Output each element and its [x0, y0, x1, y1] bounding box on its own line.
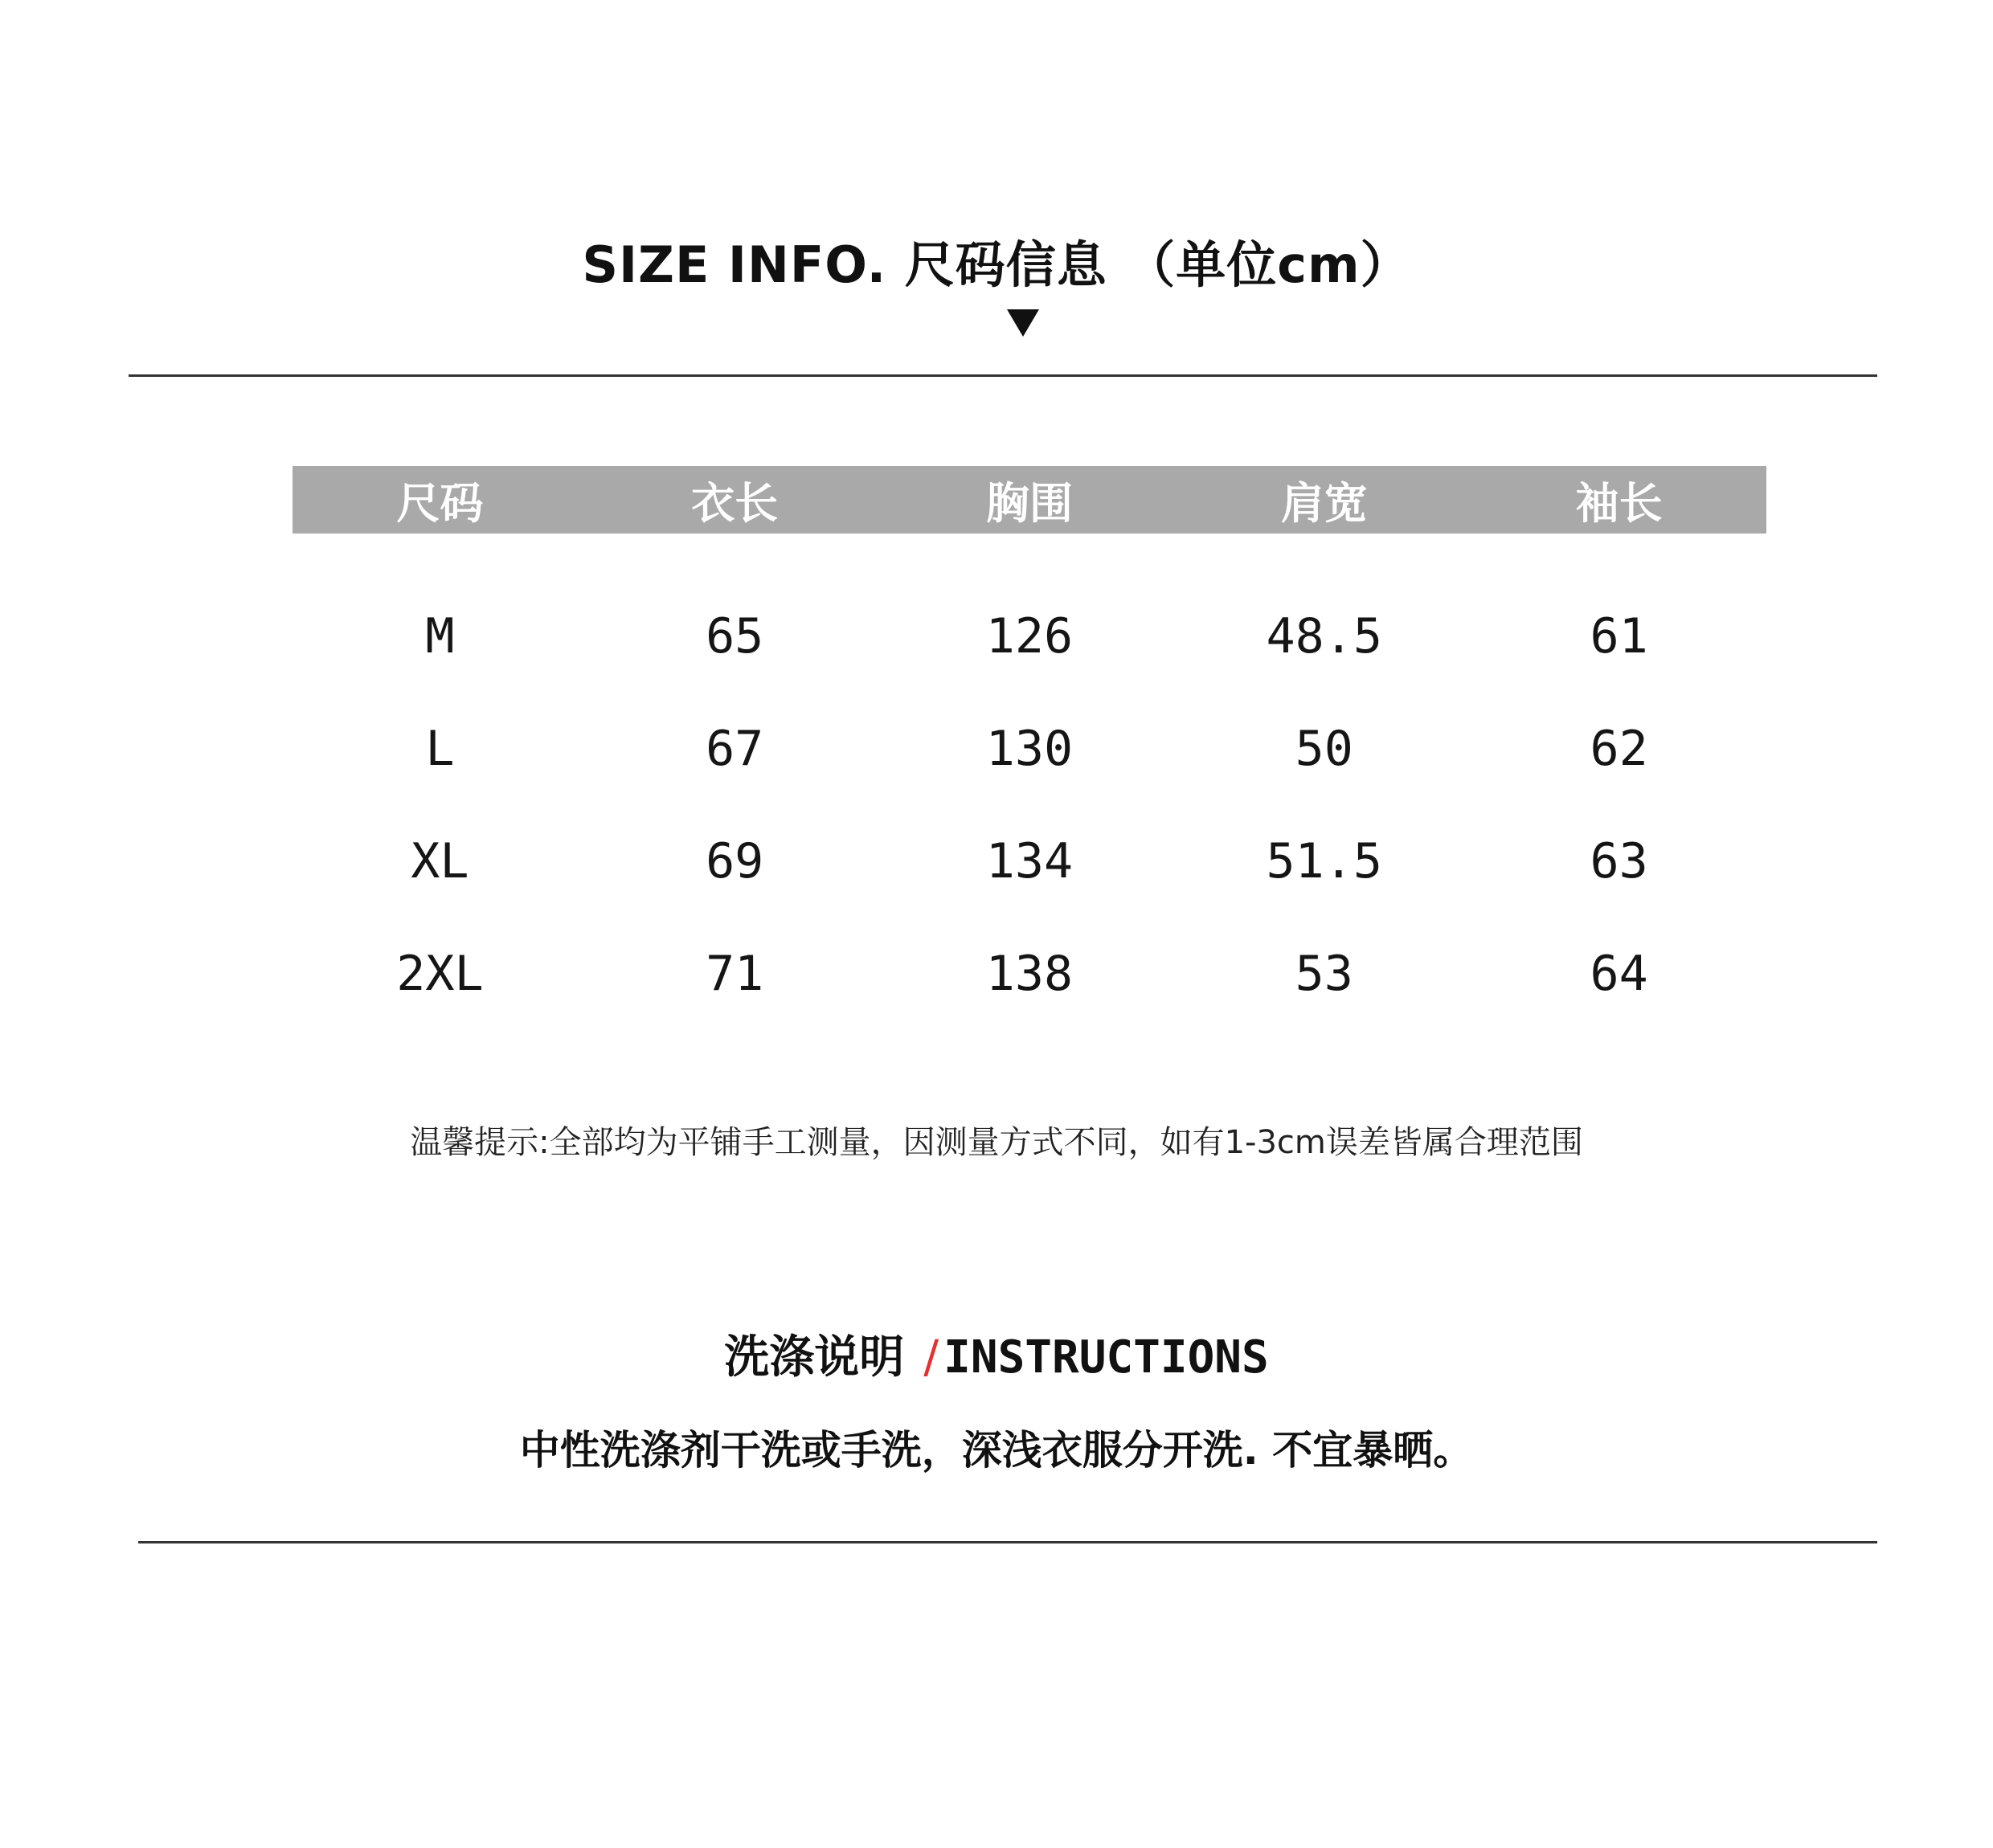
- table-cell: 65: [706, 608, 764, 664]
- table-row: [293, 918, 1766, 1030]
- table-cell: 48.5: [1266, 608, 1383, 664]
- table-cell: 126: [985, 608, 1074, 664]
- table-cell: 69: [706, 833, 764, 889]
- page-title: SIZE INFO. 尺码信息 （单位cm）: [582, 235, 1411, 294]
- care-heading: [0, 1322, 1993, 1386]
- care-instructions-text: 中性洗涤剂干洗或手洗，深浅衣服分开洗. 不宜暴晒。: [519, 1427, 1474, 1474]
- column-header-sleeve: 袖长: [1471, 466, 1766, 534]
- triangle-down-icon: [1007, 309, 1039, 337]
- column-header-size: 尺码: [293, 466, 587, 534]
- care-heading-slash: /: [923, 1331, 939, 1384]
- table-cell: 71: [706, 946, 764, 1002]
- table-cell: 138: [985, 946, 1074, 1002]
- table-cell: 50: [1295, 721, 1353, 777]
- table-cell: 63: [1590, 833, 1648, 889]
- column-header-length: 衣长: [587, 466, 882, 534]
- table-row: [293, 693, 1766, 805]
- table-cell: XL: [411, 833, 469, 889]
- table-row: [293, 534, 1766, 693]
- table-cell: 2XL: [396, 946, 484, 1002]
- table-header-row: [293, 466, 1766, 534]
- top-divider: [129, 374, 1877, 377]
- table-cell: M: [425, 608, 455, 664]
- table-cell: 134: [985, 833, 1074, 889]
- measurement-note: 温馨提示:全部均为平铺手工测量，因测量方式不同，如有1-3cm误差皆属合理范围: [410, 1124, 1583, 1161]
- size-table: [293, 466, 1766, 1030]
- table-cell: 64: [1590, 946, 1648, 1002]
- table-cell: L: [425, 721, 455, 777]
- table-cell: 53: [1295, 946, 1353, 1002]
- care-heading-cn: 洗涤说明: [724, 1331, 905, 1384]
- table-cell: 67: [706, 721, 764, 777]
- table-row: [293, 805, 1766, 918]
- column-header-chest: 胸围: [882, 466, 1177, 534]
- table-cell: 62: [1590, 721, 1648, 777]
- table-cell: 61: [1590, 608, 1648, 664]
- bottom-divider: [138, 1541, 1877, 1543]
- table-cell: 130: [985, 721, 1074, 777]
- table-cell: 51.5: [1266, 833, 1383, 889]
- care-heading-en: INSTRUCTIONS: [943, 1331, 1269, 1384]
- column-header-shoulder: 肩宽: [1177, 466, 1471, 534]
